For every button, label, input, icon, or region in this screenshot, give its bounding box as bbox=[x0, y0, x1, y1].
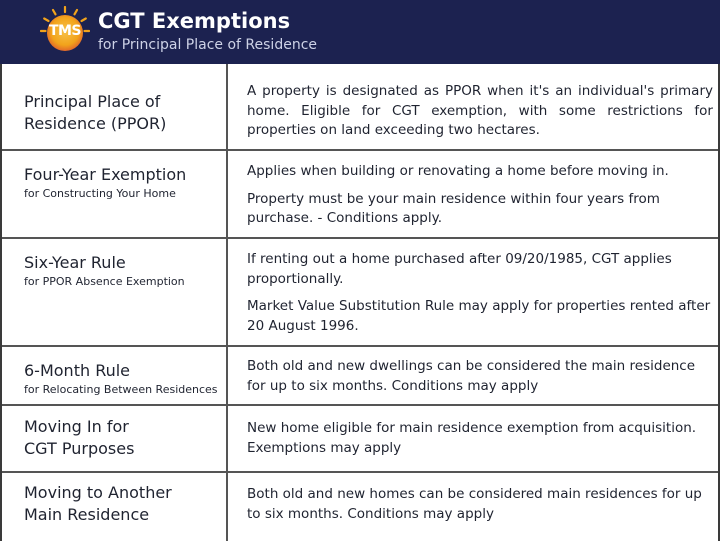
description-paragraph: New home eligible for main residence exemption from acquisition. Exemptions may apply bbox=[247, 420, 697, 456]
row-title-line: Main Residence bbox=[24, 505, 150, 524]
table-row bbox=[2, 406, 718, 473]
row-title-line: 6-Month Rule bbox=[24, 361, 131, 380]
table-row bbox=[2, 473, 718, 541]
description-paragraph: Both old and new dwellings can be considered the main residence for up to six months. Conditions may apply bbox=[247, 358, 696, 394]
row-title-line: Principal Place of bbox=[24, 92, 161, 111]
description-paragraph: Market Value Substitution Rule may apply for properties rented after 20 August 1996. bbox=[247, 298, 711, 334]
row-heading bbox=[24, 416, 134, 460]
table-row bbox=[2, 239, 718, 347]
row-heading bbox=[24, 164, 186, 201]
page-title: CGT Exemptions bbox=[98, 9, 291, 33]
row-description bbox=[247, 250, 713, 336]
row-description bbox=[247, 485, 713, 524]
tms-logo bbox=[40, 6, 90, 56]
row-subtitle: for PPOR Absence Exemption bbox=[24, 275, 185, 288]
row-heading bbox=[24, 360, 218, 397]
description-paragraph: Property must be your main residence within four years from purchase. - Conditions apply. bbox=[247, 190, 660, 226]
row-title-line: Residence (PPOR) bbox=[24, 114, 167, 133]
table-row bbox=[2, 151, 718, 239]
description-paragraph: If renting out a home purchased after 09/20/1985, CGT applies proportionally. bbox=[247, 251, 672, 287]
row-title-line: CGT Purposes bbox=[24, 439, 135, 458]
row-title-line: Six-Year Rule bbox=[24, 253, 126, 272]
row-description bbox=[247, 162, 713, 229]
table-row bbox=[2, 347, 718, 406]
description-paragraph: A property is designated as PPOR when it's an individual's primary home. Eligible for CGT exemption, with some restrictions for properties on land exceeding two hectares. bbox=[247, 83, 713, 138]
row-description bbox=[247, 82, 713, 141]
exemptions-table bbox=[0, 64, 720, 541]
row-title-line: Four-Year Exemption bbox=[24, 165, 187, 184]
row-heading bbox=[24, 252, 185, 289]
header-banner bbox=[0, 0, 720, 64]
page-subtitle: for Principal Place of Residence bbox=[98, 37, 318, 53]
row-title-line: Moving to Another bbox=[24, 483, 172, 502]
row-subtitle: for Constructing Your Home bbox=[24, 187, 176, 200]
row-description bbox=[247, 419, 713, 458]
row-heading bbox=[24, 91, 166, 135]
row-title-line: Moving In for bbox=[24, 417, 129, 436]
row-subtitle: for Relocating Between Residences bbox=[24, 383, 218, 396]
description-paragraph: Applies when building or renovating a home before moving in. bbox=[247, 163, 669, 179]
logo-text: TMS bbox=[48, 23, 82, 39]
row-heading bbox=[24, 482, 172, 526]
description-paragraph: Both old and new homes can be considered main residences for up to six months. Conditions may apply bbox=[247, 486, 702, 522]
row-description bbox=[247, 357, 713, 396]
table-row bbox=[2, 64, 718, 151]
